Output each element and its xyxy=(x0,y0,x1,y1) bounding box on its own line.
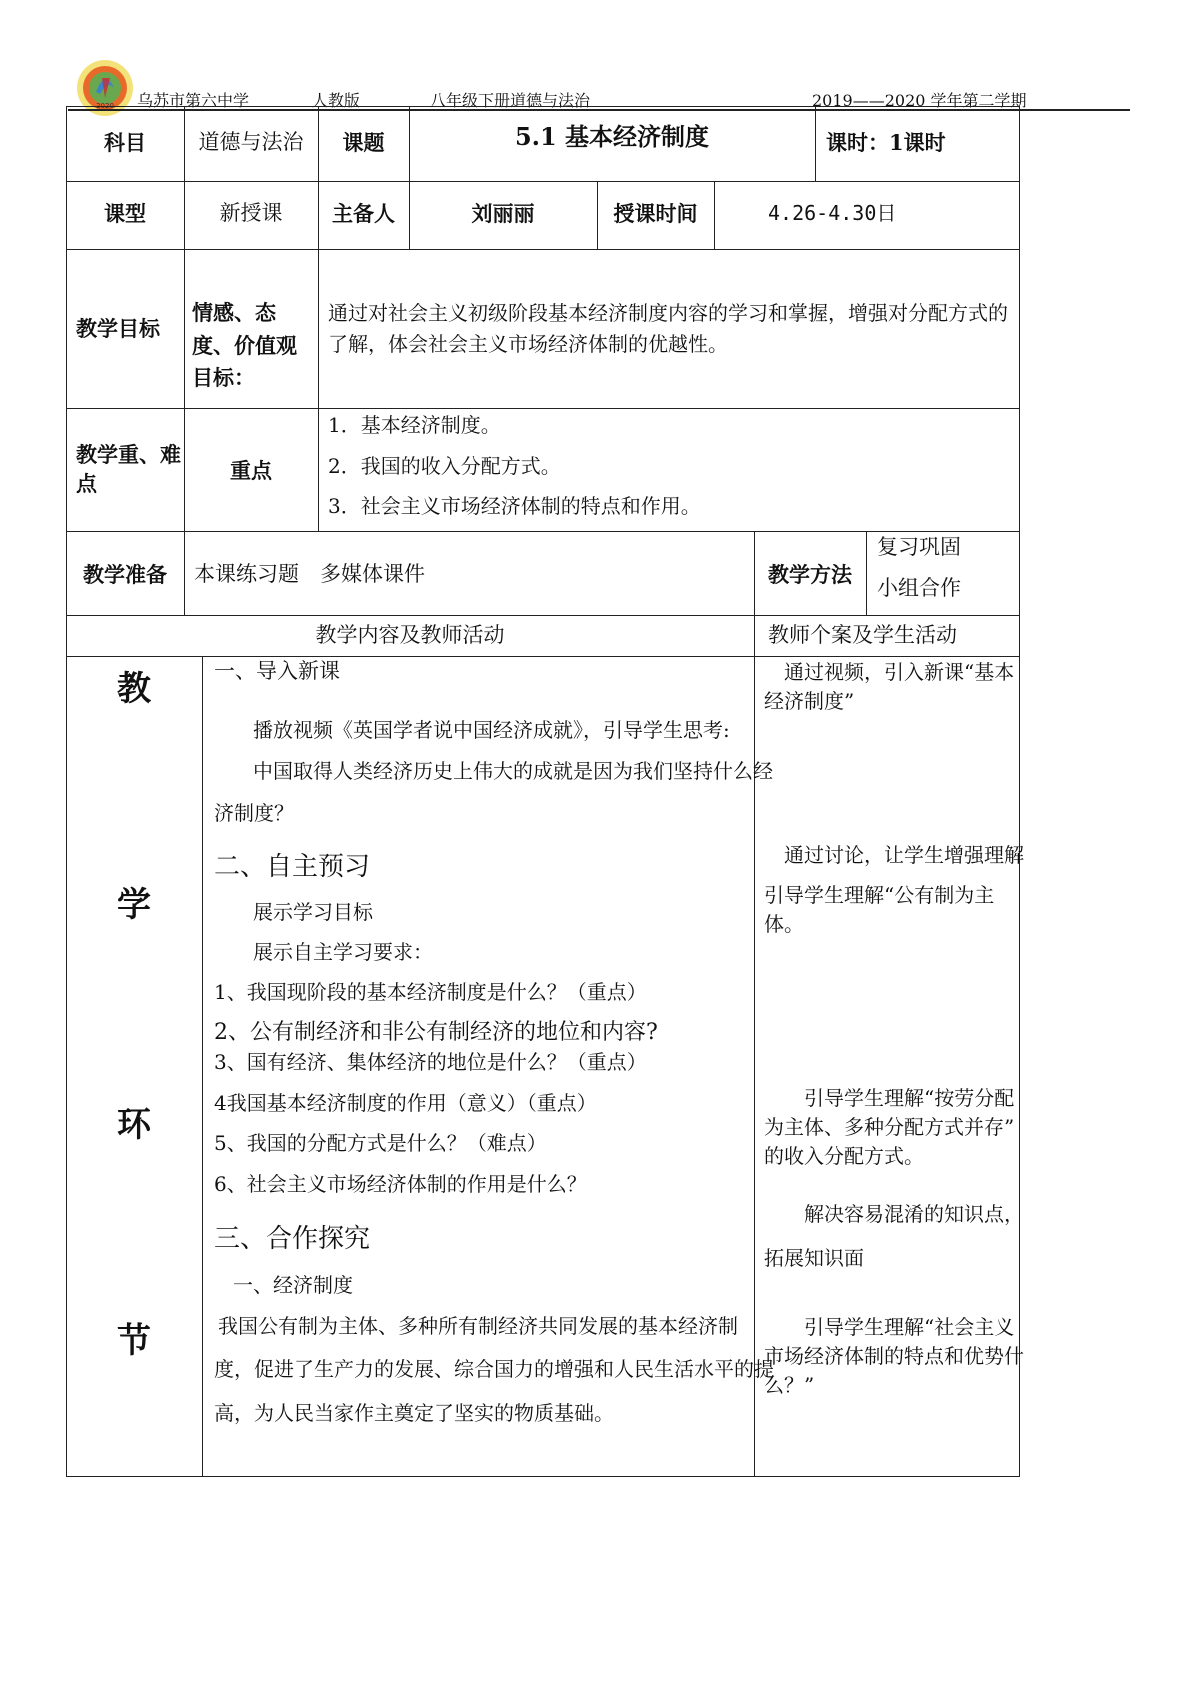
question-item: 3、国有经济、集体经济的地位是什么？（重点） xyxy=(214,1050,647,1074)
keypoint-item: 1．基本经济制度。 xyxy=(328,413,501,437)
keypoints-label: 教学重、难点 xyxy=(76,442,181,497)
lesson-hours: 课时：1课时 xyxy=(826,130,946,155)
section-preview-title: 二、自主预习 xyxy=(214,852,371,882)
notes-column-heading: 教师个案及学生活动 xyxy=(768,623,957,647)
objective-text: 通过对社会主义初级阶段基本经济制度内容的学习和掌握，增强对分配方式的了解，体会社会主义市场经济体制的优越性。 xyxy=(328,301,1008,356)
content-line: 播放视频《英国学者说中国经济成就》，引导学生思考: xyxy=(253,718,730,742)
side-char: 教 xyxy=(117,669,151,709)
section-inquiry-title: 三、合作探究 xyxy=(214,1224,371,1254)
content-line: 济制度？ xyxy=(214,801,294,825)
keypoint-item: 3．社会主义市场经济体制的特点和作用。 xyxy=(328,494,701,518)
header-book: 八年级下册道德与法治 xyxy=(430,91,591,110)
note-line: 经济制度” xyxy=(764,689,855,713)
type-value: 新授课 xyxy=(219,201,283,225)
section-intro-title: 一、导入新课 xyxy=(214,659,340,683)
note-line: 为主体、多种分配方式并存” xyxy=(764,1115,1015,1139)
note-line: 引导学生理解“公有制为主 xyxy=(764,883,995,907)
header-edition: 人教版 xyxy=(312,91,361,110)
note-line: 通过视频，引入新课“基本 xyxy=(784,660,1015,684)
prep-value: 本课练习题 多媒体课件 xyxy=(194,562,425,586)
note-line: 体。 xyxy=(764,912,804,936)
time-label: 授课时间 xyxy=(613,201,698,226)
side-char: 环 xyxy=(117,1105,151,1145)
method-label: 教学方法 xyxy=(768,562,852,587)
note-line: 引导学生理解“社会主义 xyxy=(804,1315,1015,1339)
prep-label: 教学准备 xyxy=(83,562,167,587)
header-term: 2019——2020 学年第二学期 xyxy=(812,91,1027,110)
subject-value: 道德与法治 xyxy=(198,130,304,154)
content-line: 展示学习目标 xyxy=(253,900,373,924)
header-school: 乌苏市第六中学 xyxy=(137,91,250,110)
content-line: 展示自主学习要求： xyxy=(253,940,433,964)
subject-label: 科目 xyxy=(104,130,146,155)
svg-text:2020: 2020 xyxy=(96,102,114,110)
type-label: 课型 xyxy=(104,201,146,226)
method-value: 复习巩固 xyxy=(877,535,961,559)
note-line: 解决容易混淆的知识点， xyxy=(804,1202,1024,1226)
side-char: 节 xyxy=(117,1321,151,1361)
preparer-value: 刘丽丽 xyxy=(471,201,535,226)
objective-sublabel: 情感、态度、价值观目标： xyxy=(192,300,297,391)
content-line: 我国公有制为主体、多种所有制经济共同发展的基本经济制 xyxy=(218,1314,738,1338)
objective-label: 教学目标 xyxy=(76,316,160,341)
question-item: 6、社会主义市场经济体制的作用是什么？ xyxy=(214,1172,587,1196)
question-item: 2、公有制经济和非公有制经济的地位和内容? xyxy=(214,1020,658,1045)
preparer-label: 主备人 xyxy=(332,201,395,226)
question-item: 4我国基本经济制度的作用（意义）（重点） xyxy=(214,1091,597,1115)
note-line: 通过讨论，让学生增强理解 xyxy=(784,843,1024,867)
question-item: 1、我国现阶段的基本经济制度是什么？（重点） xyxy=(214,980,647,1004)
note-line: 市场经济体制的特点和优势什 xyxy=(764,1344,1024,1368)
content-line: 度，促进了生产力的发展、综合国力的增强和人民生活水平的提 xyxy=(214,1357,774,1381)
note-line: 的收入分配方式。 xyxy=(764,1144,924,1168)
header-rule xyxy=(68,109,1130,111)
note-line: 引导学生理解“按劳分配 xyxy=(804,1086,1015,1110)
side-char: 学 xyxy=(117,885,151,925)
question-item: 5、我国的分配方式是什么？（难点） xyxy=(214,1131,547,1155)
content-column-heading: 教学内容及教师活动 xyxy=(315,623,505,647)
method-value: 小组合作 xyxy=(877,576,961,600)
content-line: 高，为人民当家作主奠定了坚实的物质基础。 xyxy=(214,1401,614,1425)
keypoints-sublabel: 重点 xyxy=(230,458,272,483)
topic-value: 5.1 基本经济制度 xyxy=(514,122,710,151)
keypoint-item: 2．我国的收入分配方式。 xyxy=(328,454,561,478)
topic-label: 课题 xyxy=(342,130,385,155)
content-line: 一、经济制度 xyxy=(233,1273,353,1297)
content-line: 中国取得人类经济历史上伟大的成就是因为我们坚持什么经 xyxy=(253,759,773,783)
note-line: 拓展知识面 xyxy=(764,1246,864,1270)
time-value: 4.26-4.30日 xyxy=(768,201,897,225)
note-line: 么？” xyxy=(764,1373,815,1397)
